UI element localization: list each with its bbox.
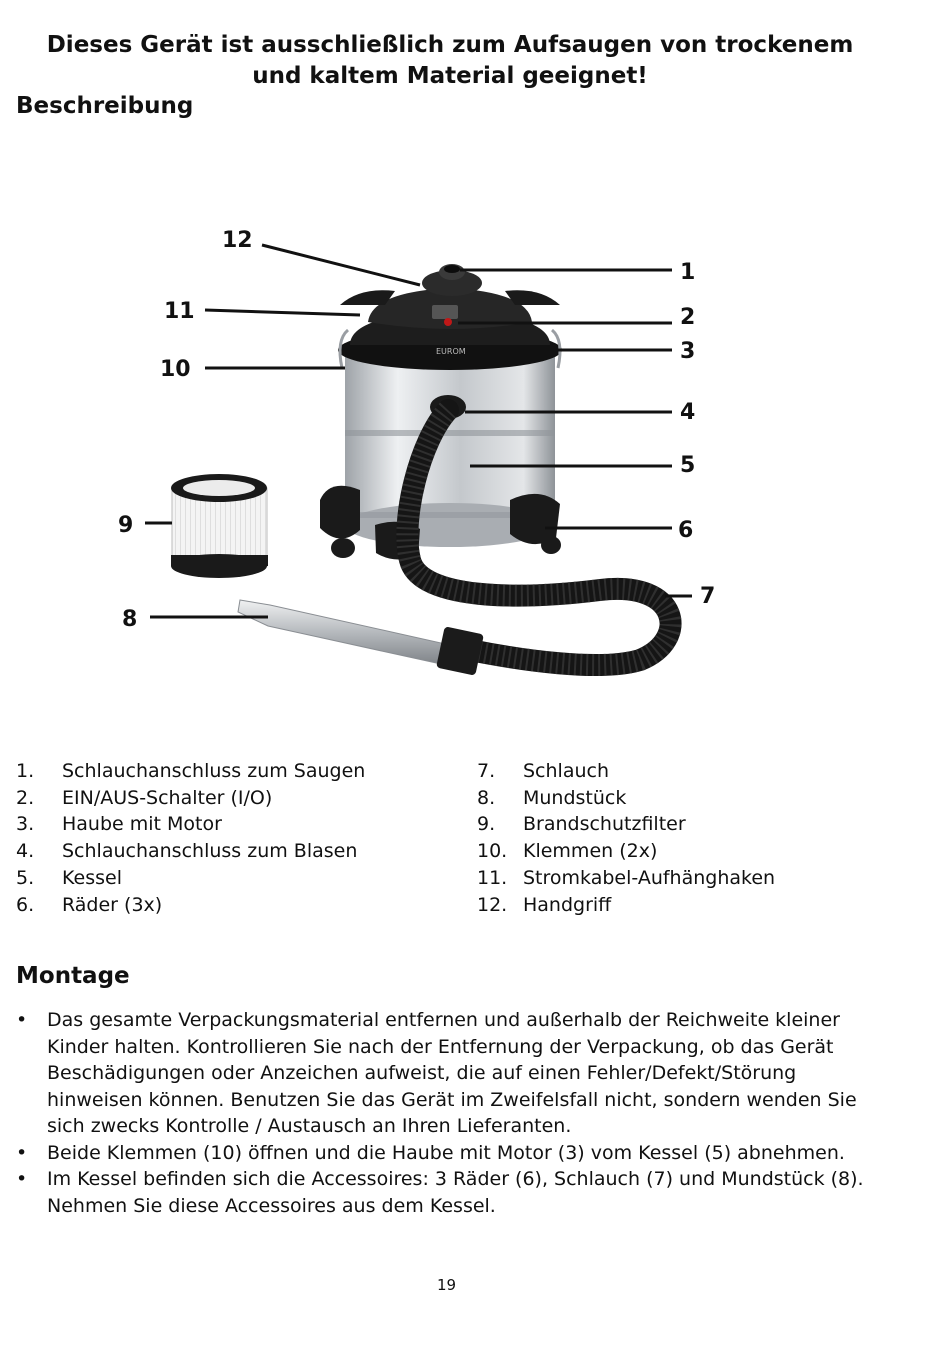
list-item (477, 785, 775, 812)
list-item-text: EIN/AUS-Schalter (I/O) (62, 786, 273, 809)
callout-6: 6 (678, 518, 694, 543)
list-item (477, 838, 775, 865)
callout-5: 5 (680, 453, 696, 478)
list-item (16, 865, 365, 892)
list-item (16, 1140, 896, 1167)
list-item-text: Schlauch (523, 760, 610, 782)
callout-9: 9 (118, 513, 134, 538)
list-item-text: Schlauchanschluss zum Saugen (62, 760, 366, 782)
parts-list-right (477, 758, 775, 918)
callout-4: 4 (680, 400, 696, 425)
parts-list-left (16, 758, 365, 918)
list-item-text: Kessel (62, 866, 122, 889)
list-item-number: 3. (16, 813, 35, 836)
motor-head (338, 264, 562, 370)
list-item-number: 10. (477, 840, 508, 863)
list-item (16, 892, 365, 919)
list-item (16, 1007, 896, 1140)
callout-3: 3 (680, 339, 696, 364)
brand-label: EUROM (436, 347, 466, 356)
bullet-glyph: • (16, 1168, 28, 1190)
assembly-steps (16, 1007, 896, 1219)
list-item-number: 2. (16, 786, 35, 809)
list-item-text: Brandschutzfilter (523, 813, 686, 836)
list-item (477, 892, 775, 919)
list-item (16, 811, 365, 838)
filter (171, 474, 268, 578)
list-item-text: Schlauchanschluss zum Blasen (62, 840, 358, 863)
safety-warning (0, 30, 900, 92)
list-item-text: Stromkabel-Aufhänghaken (523, 866, 776, 889)
section-heading-assembly: Montage (16, 963, 130, 989)
list-item (477, 758, 775, 785)
list-item-number: 6. (16, 893, 35, 916)
callout-10: 10 (160, 357, 191, 382)
warning-line-2: und kaltem Material geeignet! (252, 63, 648, 89)
list-item-text: Das gesamte Verpackungsmaterial entfernen und außerhalb der Reichweite kleiner Kinder halten. Kontrollieren Sie nach der Entfernung der Verpackung, ob das Gerät Beschädigungen oder Anzeichen aufweist, die auf einen Fehler/Defekt/Störung hinweisen können. Benutzen Sie das Gerät im Zweifelsfall nicht, sondern wenden Sie sich zwecks Kontrolle / Austausch an Ihren Lieferanten. (47, 1009, 857, 1137)
callout-2: 2 (680, 305, 696, 330)
callout-8: 8 (122, 607, 138, 632)
list-item-number: 9. (477, 813, 496, 836)
list-item (477, 811, 775, 838)
list-item-number: 5. (16, 866, 35, 889)
list-item-text: Mundstück (523, 786, 627, 809)
list-item (477, 865, 775, 892)
bullet-glyph: • (16, 1141, 28, 1164)
section-heading-description: Beschreibung (16, 93, 194, 119)
bullet-glyph: • (16, 1009, 28, 1031)
list-item (16, 1166, 896, 1219)
list-item-text: Im Kessel befinden sich die Accessoires: 3 Räder (6), Schlauch (7) und Mundstück (8). Nehmen Sie diese Accessoires aus dem Kessel. (47, 1168, 864, 1217)
callout-11: 11 (164, 299, 195, 324)
list-item-text: Haube mit Motor (62, 813, 222, 836)
list-item-text: Räder (3x) (62, 893, 163, 916)
warning-line-1: Dieses Gerät ist ausschließlich zum Aufsaugen von trockenem (46, 32, 854, 58)
list-item (16, 785, 365, 812)
list-item-text: Handgriff (523, 893, 612, 916)
list-item (16, 838, 365, 865)
callout-7: 7 (700, 584, 716, 609)
list-item-number: 12. (477, 893, 508, 916)
list-item-number: 7. (477, 760, 496, 782)
list-item-number: 8. (477, 786, 496, 809)
list-item-number: 11. (477, 866, 508, 889)
list-item (16, 758, 365, 785)
list-item-text: Klemmen (2x) (523, 840, 658, 863)
list-item-number: 4. (16, 840, 35, 863)
page-number: 19 (436, 1276, 457, 1294)
list-item-text: Beide Klemmen (10) öffnen und die Haube mit Motor (3) vom Kessel (5) abnehmen. (47, 1141, 845, 1164)
list-item-number: 1. (16, 760, 35, 782)
callout-12: 12 (222, 228, 253, 253)
nozzle (238, 600, 484, 676)
callout-1: 1 (680, 260, 696, 285)
product-figure (100, 215, 740, 695)
